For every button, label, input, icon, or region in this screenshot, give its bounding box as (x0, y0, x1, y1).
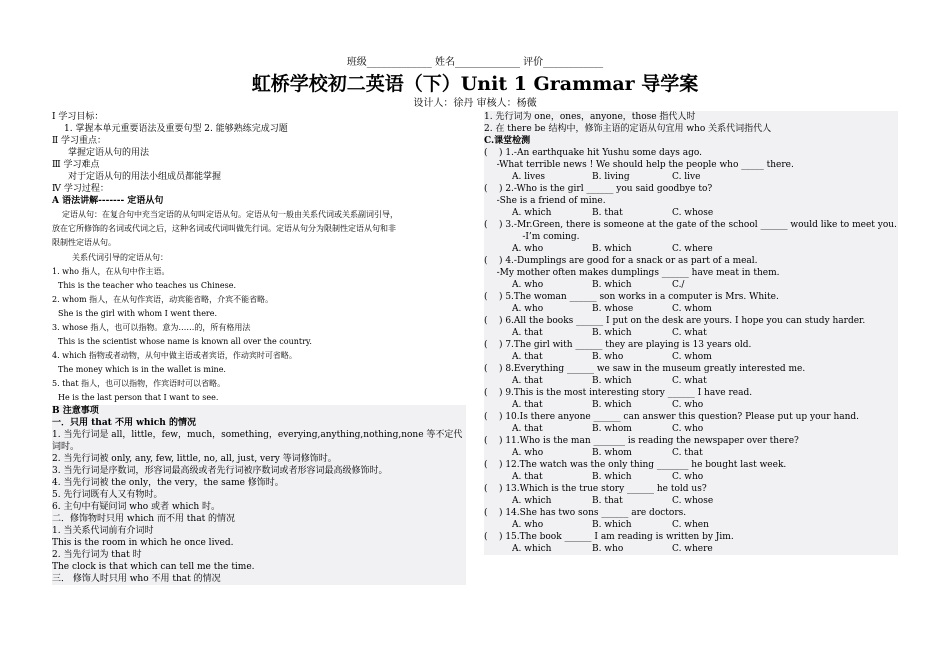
pronoun-rule: 5. that 指人，也可以指物，作宾语时可以省略。 (52, 379, 226, 388)
option-c: C. where (672, 544, 713, 554)
answer-options (484, 519, 898, 531)
option-b: B. that (592, 208, 623, 218)
left-column (52, 111, 466, 585)
option-b: B. which (592, 520, 632, 530)
key-heading: Ⅱ 学习重点： (52, 136, 106, 146)
process-heading: Ⅳ 学习过程： (52, 184, 109, 194)
pronoun-example: The money which is in the wallet is mine. (58, 365, 226, 374)
b1-item: 3. 当先行词是序数词，形容词最高级或者先行词被序数词或者形容词最高级修饰时。 (52, 466, 388, 476)
option-b: B. who (592, 352, 624, 362)
relative-pronoun-heading: 关系代词引导的定语从句： (72, 253, 168, 262)
option-c: C. live (672, 172, 701, 182)
question-item (484, 147, 898, 183)
b3-heading: 三． 修饰人时只用 who 不用 that 的情况 (52, 574, 221, 584)
answer-options (484, 171, 898, 183)
option-a: A. who (512, 520, 544, 530)
intro-line: 定语从句：在复合句中充当定语的从句叫定语从句。定语从句一般由关系代词或关系副词引导， (62, 210, 398, 219)
question-item (484, 315, 898, 339)
option-a: A. that (512, 424, 543, 434)
pronoun-rule: 4. which 指物或者动物，从句中做主语或者宾语，作动宾时可省略。 (52, 351, 297, 360)
answer-options (484, 495, 898, 507)
pronoun-rule: 1. who 指人，在从句中作主语。 (52, 267, 170, 276)
b1-item: 5. 先行词既有人又有物时。 (52, 490, 163, 500)
question-item (484, 507, 898, 531)
question-item (484, 339, 898, 363)
question-item (484, 531, 898, 555)
question-stem: ( ) 4.-Dumplings are good for a snack or as part of a meal. (484, 256, 758, 266)
designer-line: 设计人：徐丹 审核人：杨薇 (413, 98, 537, 109)
option-c: C. who (672, 400, 704, 410)
b2-heading: 二．修饰物时只用 which 而不用 that 的情况 (52, 514, 236, 524)
option-a: A. lives (512, 172, 546, 182)
option-b: B. that (592, 496, 623, 506)
b2-item: 1. 当关系代词前有介词时 (52, 526, 154, 536)
option-b: B. living (592, 172, 630, 182)
question-item (484, 219, 898, 255)
option-c: C. whose (672, 496, 714, 506)
option-b: B. whose (592, 304, 634, 314)
option-b: B. which (592, 400, 632, 410)
pronoun-example: This is the scientist whose name is known all over the country. (58, 337, 312, 346)
answer-options (484, 447, 898, 459)
b1-heading: 一．只用 that 不用 which 的情况 (52, 418, 196, 428)
option-b: B. which (592, 244, 632, 254)
question-stem: ( ) 7.The girl with ______ they are playing is 13 years old. (484, 340, 752, 350)
right-column (484, 111, 898, 555)
answer-options (484, 207, 898, 219)
question-stem: ( ) 2.-Who is the girl ______ you said goodbye to? (484, 184, 713, 194)
option-a: A. who (512, 244, 544, 254)
key-text: 掌握定语从句的用法 (68, 148, 150, 158)
question-stem: ( ) 12.The watch was the only thing _______ he bought last week. (484, 460, 787, 470)
difficulty-heading: Ⅲ 学习难点 (52, 160, 100, 170)
pronoun-example: She is the girl with whom I went there. (58, 309, 218, 318)
b1-item: 2. 当先行词被 only, any, few, little, no, all, just, very 等词修饰时。 (52, 454, 337, 464)
option-a: A. which (512, 544, 552, 554)
answer-options (484, 327, 898, 339)
question-stem: ( ) 15.The book ______ I am reading is written by Jim. (484, 532, 734, 542)
intro-line: 放在它所修饰的名词或代词之后，这种名词或代词叫做先行词。定语从句分为限制性定语从句和非 (52, 224, 396, 233)
question-stem: ( ) 9.This is the most interesting story ______ I have read. (484, 388, 753, 398)
goals-heading: Ⅰ 学习目标： (52, 112, 104, 122)
question-stem: ( ) 5.The woman ______ son works in a computer is Mrs. White. (484, 292, 779, 302)
option-b: B. which (592, 472, 632, 482)
option-a: A. who (512, 304, 544, 314)
answer-options (484, 471, 898, 483)
question-item (484, 435, 898, 459)
page-title: 虹桥学校初二英语（下）Unit 1 Grammar 导学案 (251, 73, 699, 95)
b1-item: 词时。 (52, 442, 80, 452)
question-subline: -I’m coming. (488, 232, 580, 242)
pronoun-example: This is the teacher who teaches us Chinese. (58, 281, 236, 290)
option-c: C./ (672, 280, 685, 290)
option-c: C. what (672, 328, 707, 338)
question-subline: -She is a friend of mine. (488, 196, 606, 206)
question-list (484, 147, 898, 555)
pronoun-rule: 3. whose 指人，也可以指物。意为……的，所有格用法 (52, 323, 251, 332)
option-c: C. where (672, 244, 713, 254)
question-stem: ( ) 3.-Mr.Green, there is someone at the gate of the school ______ would like to meet you. (484, 220, 897, 230)
option-a: A. that (512, 328, 543, 338)
question-stem: ( ) 1.-An earthquake hit Yushu some days ago. (484, 148, 702, 158)
option-c: C. whom (672, 352, 712, 362)
pronoun-rule: 2. whom 指人，在从句作宾语，动宾能省略，介宾不能省略。 (52, 295, 274, 304)
answer-options (484, 279, 898, 291)
answer-options (484, 399, 898, 411)
option-b: B. whom (592, 424, 632, 434)
question-stem: ( ) 11.Who is the man _______ is reading the newspaper over there? (484, 436, 799, 446)
b2-item: This is the room in which he once lived. (52, 538, 234, 548)
option-a: A. that (512, 400, 543, 410)
option-a: A. which (512, 496, 552, 506)
option-a: A. who (512, 280, 544, 290)
option-a: A. that (512, 352, 543, 362)
option-b: B. which (592, 280, 632, 290)
answer-options (484, 303, 898, 315)
note-line: 1. 先行词为 one，ones，anyone，those 指代人时 (484, 112, 696, 122)
question-item (484, 183, 898, 219)
answer-options (484, 423, 898, 435)
option-b: B. which (592, 376, 632, 386)
pronoun-example: He is the last person that I want to see. (58, 393, 219, 402)
option-b: B. which (592, 328, 632, 338)
section-b-heading: B 注意事项 (52, 406, 99, 416)
option-a: A. that (512, 376, 543, 386)
option-c: C. that (672, 448, 703, 458)
option-b: B. whom (592, 448, 632, 458)
answer-options (484, 243, 898, 255)
question-item (484, 411, 898, 435)
notes-block (52, 405, 466, 585)
intro-line: 限制性定语从句。 (52, 238, 116, 247)
answer-options (484, 543, 898, 555)
option-c: C. when (672, 520, 709, 530)
question-item (484, 291, 898, 315)
question-stem: ( ) 6.All the books ______ I put on the desk are yours. I hope you can study harder. (484, 316, 866, 326)
question-item (484, 387, 898, 411)
option-c: C. what (672, 376, 707, 386)
question-stem: ( ) 10.Is there anyone ______ can answer this question? Please put up your hand. (484, 412, 860, 422)
answer-options (484, 375, 898, 387)
grammar-intro (52, 208, 466, 405)
note-line: 2. 在 there be 结构中，修饰主语的定语从句宜用 who 关系代词指代人 (484, 124, 772, 134)
question-item (484, 363, 898, 387)
difficulty-text: 对于定语从句的用法小组成员都能掌握 (68, 172, 222, 182)
question-stem: ( ) 8.Everything ______ we saw in the museum greatly interested me. (484, 364, 806, 374)
option-a: A. which (512, 208, 552, 218)
question-item (484, 483, 898, 507)
option-a: A. who (512, 448, 544, 458)
option-c: C. who (672, 424, 704, 434)
question-subline: -My mother often makes dumplings ______ have meat in them. (488, 268, 780, 278)
b2-item: The clock is that which can tell me the time. (52, 562, 255, 572)
option-c: C. whose (672, 208, 714, 218)
section-a-heading: A 语法讲解------- 定语从句 (52, 196, 164, 206)
answer-options (484, 351, 898, 363)
option-a: A. that (512, 472, 543, 482)
question-item (484, 459, 898, 483)
question-stem: ( ) 13.Which is the true story ______ he told us? (484, 484, 707, 494)
b1-item: 4. 当先行词被 the only，the very，the same 修饰时。 (52, 478, 284, 488)
b2-item: 2. 当先行词为 that 时 (52, 550, 142, 560)
option-c: C. whom (672, 304, 712, 314)
option-b: B. who (592, 544, 624, 554)
goals-text: 1. 掌握本单元重要语法及重要句型 2. 能够熟练完成习题 (64, 124, 288, 134)
option-c: C. who (672, 472, 704, 482)
student-info-line: 班级_____________ 姓名_____________ 评价____________ (346, 57, 604, 68)
question-stem: ( ) 14.She has two sons ______ are doctors. (484, 508, 687, 518)
question-item (484, 255, 898, 291)
b1-item: 6. 主句中有疑问词 who 或者 which 时。 (52, 502, 221, 512)
question-subline: -What terrible news ! We should help the people who _____ there. (488, 160, 794, 170)
b1-item: 1. 当先行词是 all，little，few，much，something，everying,anything,nothing,none 等不定代 (52, 430, 463, 440)
section-c-heading: C.课堂检测 (484, 136, 531, 146)
